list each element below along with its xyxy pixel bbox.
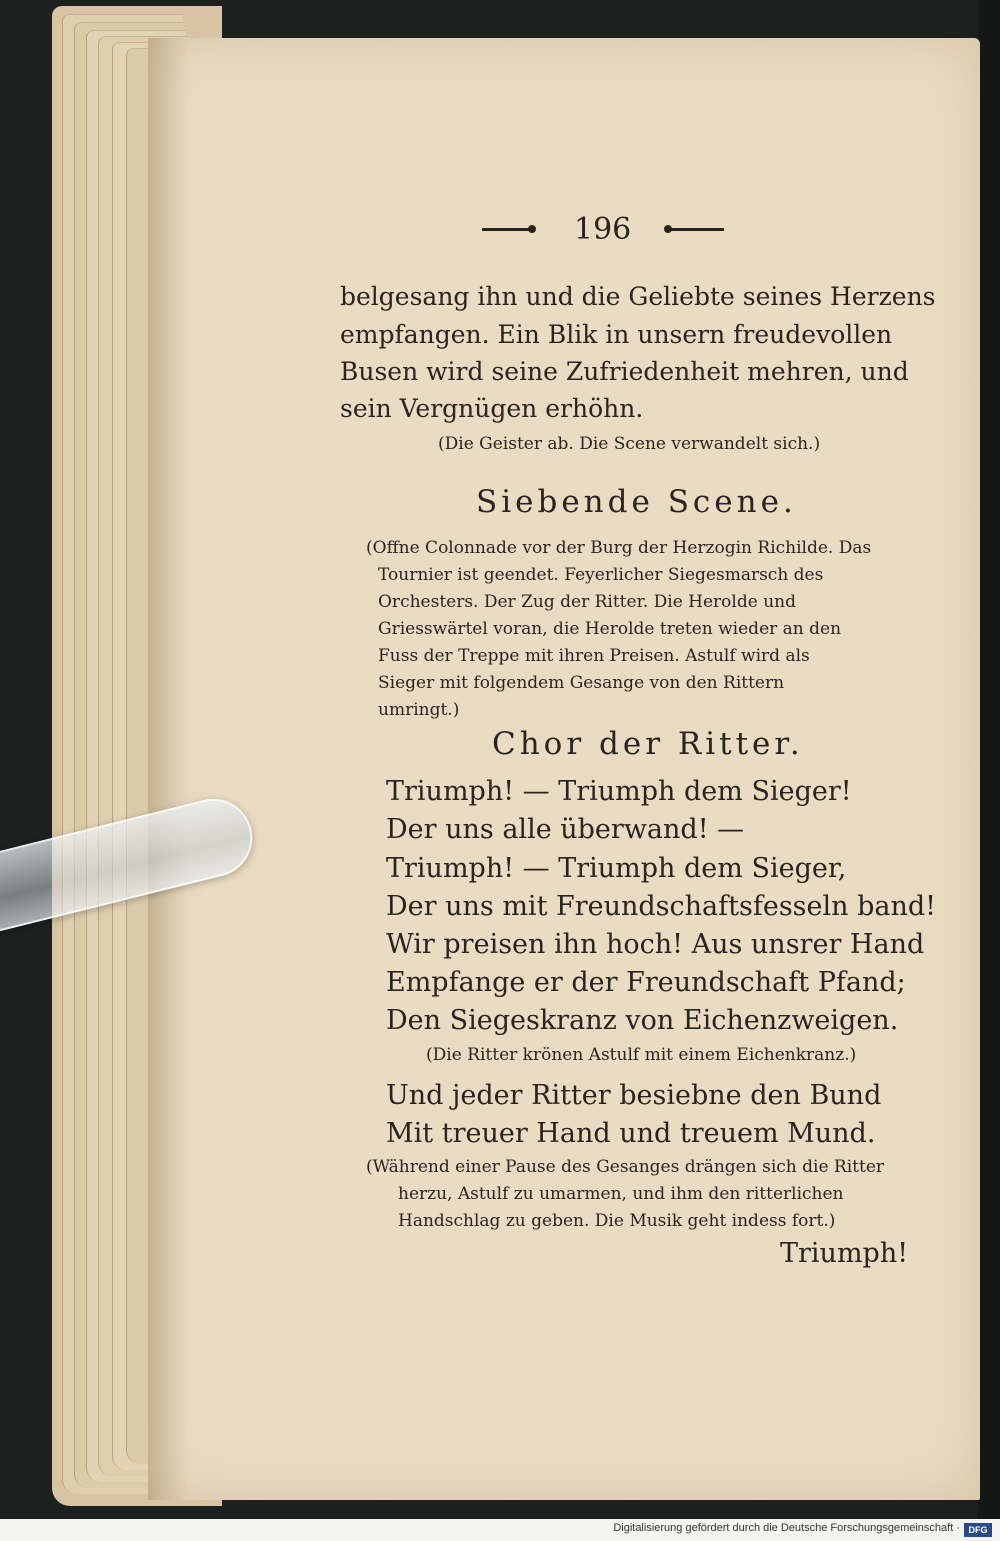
scene-direction-line: Griesswärtel voran, die Herolde treten wieder an den bbox=[378, 619, 842, 639]
stage-direction: (Die Geister ab. Die Scene verwandelt sich.) bbox=[438, 434, 821, 454]
stage-direction-line: herzu, Astulf zu umarmen, und ihm den ritterlichen bbox=[398, 1184, 844, 1204]
verse-line: Empfange er der Freundschaft Pfand; bbox=[386, 967, 906, 998]
verse-line: Der uns mit Freundschaftsfesseln band! bbox=[386, 891, 937, 922]
header-rule-left bbox=[482, 228, 534, 231]
footer-credit: Digitalisierung gefördert durch die Deutsche Forschungsgemeinschaft · bbox=[613, 1522, 960, 1534]
verse-line: Und jeder Ritter besiebne den Bund bbox=[386, 1080, 882, 1111]
verse-line: Triumph! — Triumph dem Sieger! bbox=[386, 776, 852, 807]
verse-line: Wir preisen ihn hoch! Aus unsrer Hand bbox=[386, 929, 925, 960]
verse-line: Den Siegeskranz von Eichenzweigen. bbox=[386, 1005, 899, 1036]
header-ornament-dot bbox=[528, 225, 536, 233]
footer-bar bbox=[0, 1519, 1000, 1541]
scene-direction-line: umringt.) bbox=[378, 700, 460, 720]
header-rule-right bbox=[666, 228, 724, 231]
paragraph-line: belgesang ihn und die Geliebte seines Herzens bbox=[340, 282, 936, 311]
gutter-shadow bbox=[148, 38, 188, 1500]
catchword: Triumph! bbox=[780, 1238, 909, 1269]
verse-line: Triumph! — Triumph dem Sieger, bbox=[386, 853, 847, 884]
scene-direction-line: Sieger mit folgendem Gesange von den Rittern bbox=[378, 673, 785, 693]
paragraph-line: sein Vergnügen erhöhn. bbox=[340, 394, 644, 423]
page-number: 196 bbox=[574, 212, 632, 247]
chorus-heading: Chor der Ritter. bbox=[492, 726, 804, 762]
dfg-logo: DFG bbox=[964, 1523, 992, 1537]
verse-line: Der uns alle überwand! — bbox=[386, 814, 745, 845]
stage-direction-line: (Während einer Pause des Gesanges drängen sich die Ritter bbox=[366, 1157, 885, 1177]
paragraph-line: Busen wird seine Zufriedenheit mehren, und bbox=[340, 357, 909, 386]
scene-heading: Siebende Scene. bbox=[476, 484, 797, 520]
verse-line: Mit treuer Hand und treuem Mund. bbox=[386, 1118, 876, 1149]
paragraph-line: empfangen. Ein Blik in unsern freudevollen bbox=[340, 320, 893, 349]
scene-direction-line: (Offne Colonnade vor der Burg der Herzogin Richilde. Das bbox=[366, 538, 872, 558]
scene-direction-line: Tournier ist geendet. Feyerlicher Siegesmarsch des bbox=[378, 565, 824, 585]
page-header bbox=[0, 212, 1000, 248]
scene-direction-line: Orchesters. Der Zug der Ritter. Die Herolde und bbox=[378, 592, 796, 612]
stage-direction: (Die Ritter krönen Astulf mit einem Eichenkranz.) bbox=[426, 1045, 857, 1065]
book-page bbox=[148, 38, 980, 1500]
stage-direction-line: Handschlag zu geben. Die Musik geht indess fort.) bbox=[398, 1211, 836, 1231]
scene-direction-line: Fuss der Treppe mit ihren Preisen. Astulf wird als bbox=[378, 646, 810, 666]
